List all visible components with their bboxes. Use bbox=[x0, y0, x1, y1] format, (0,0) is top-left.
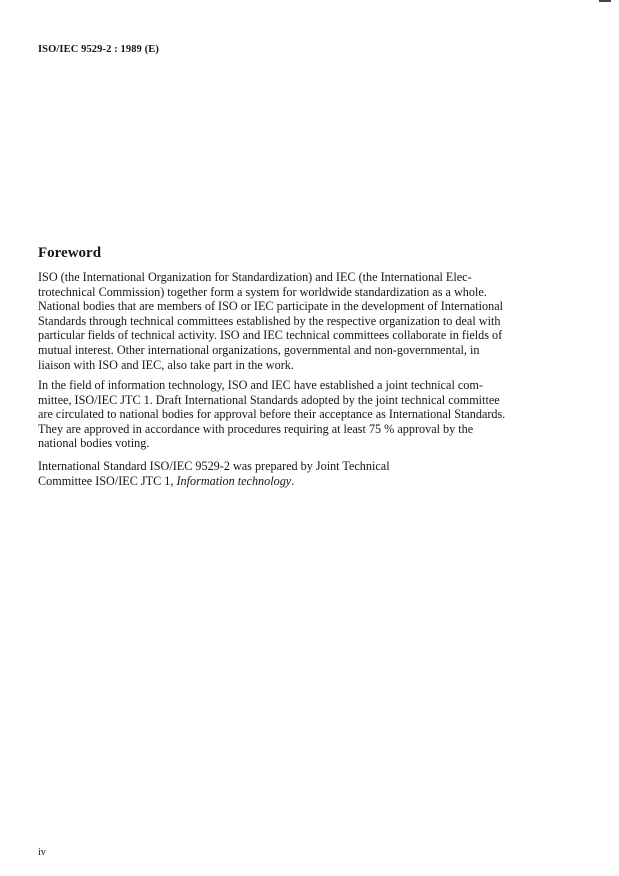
paragraph-line: Standards through technical committees established by the respective organization to deal with bbox=[38, 313, 501, 328]
standard-reference: ISO/IEC 9529-2 : 1989 (E) bbox=[38, 44, 159, 55]
page-number: iv bbox=[38, 847, 46, 858]
paragraph-line: particular fields of technical activity. ISO and IEC technical committees collaborate in fields of bbox=[38, 328, 503, 343]
paragraph-line: In the field of information technology, ISO and IEC have established a joint technical com- bbox=[38, 378, 483, 392]
paragraph-line: are circulated to national bodies for approval before their acceptance as International Standards. bbox=[38, 407, 506, 422]
line-prefix: Committee ISO/IEC JTC 1, bbox=[38, 473, 177, 488]
section-title: Foreword bbox=[38, 245, 102, 261]
paragraph-line: ISO (the International Organization for Standardization) and IEC (the International Elec- bbox=[38, 270, 472, 284]
foreword-paragraph-1 bbox=[38, 270, 578, 372]
italic-title: Information technology bbox=[176, 473, 292, 488]
paragraph-line: mittee, ISO/IEC JTC 1. Draft International Standards adopted by the joint technical committee bbox=[38, 392, 500, 407]
paragraph-line: They are approved in accordance with procedures requiring at least 75 % approval by the bbox=[38, 421, 474, 436]
line-suffix: . bbox=[291, 473, 295, 488]
corner-mark bbox=[599, 0, 611, 2]
paragraph-line: trotechnical Commission) together form a system for worldwide standardization as a whole. bbox=[38, 284, 487, 299]
paragraph-line: liaison with ISO and IEC, also take part in the work. bbox=[38, 357, 294, 372]
foreword-paragraph-3 bbox=[38, 459, 578, 488]
paragraph-line: International Standard ISO/IEC 9529-2 was prepared by Joint Technical bbox=[38, 459, 390, 473]
paragraph-line bbox=[38, 474, 578, 489]
paragraph-line: national bodies voting. bbox=[38, 436, 150, 451]
foreword-paragraph-2 bbox=[38, 378, 578, 451]
paragraph-line: mutual interest. Other international organizations, governmental and non-governmental, in bbox=[38, 342, 480, 357]
paragraph-line: National bodies that are members of ISO or IEC participate in the development of International bbox=[38, 299, 504, 314]
